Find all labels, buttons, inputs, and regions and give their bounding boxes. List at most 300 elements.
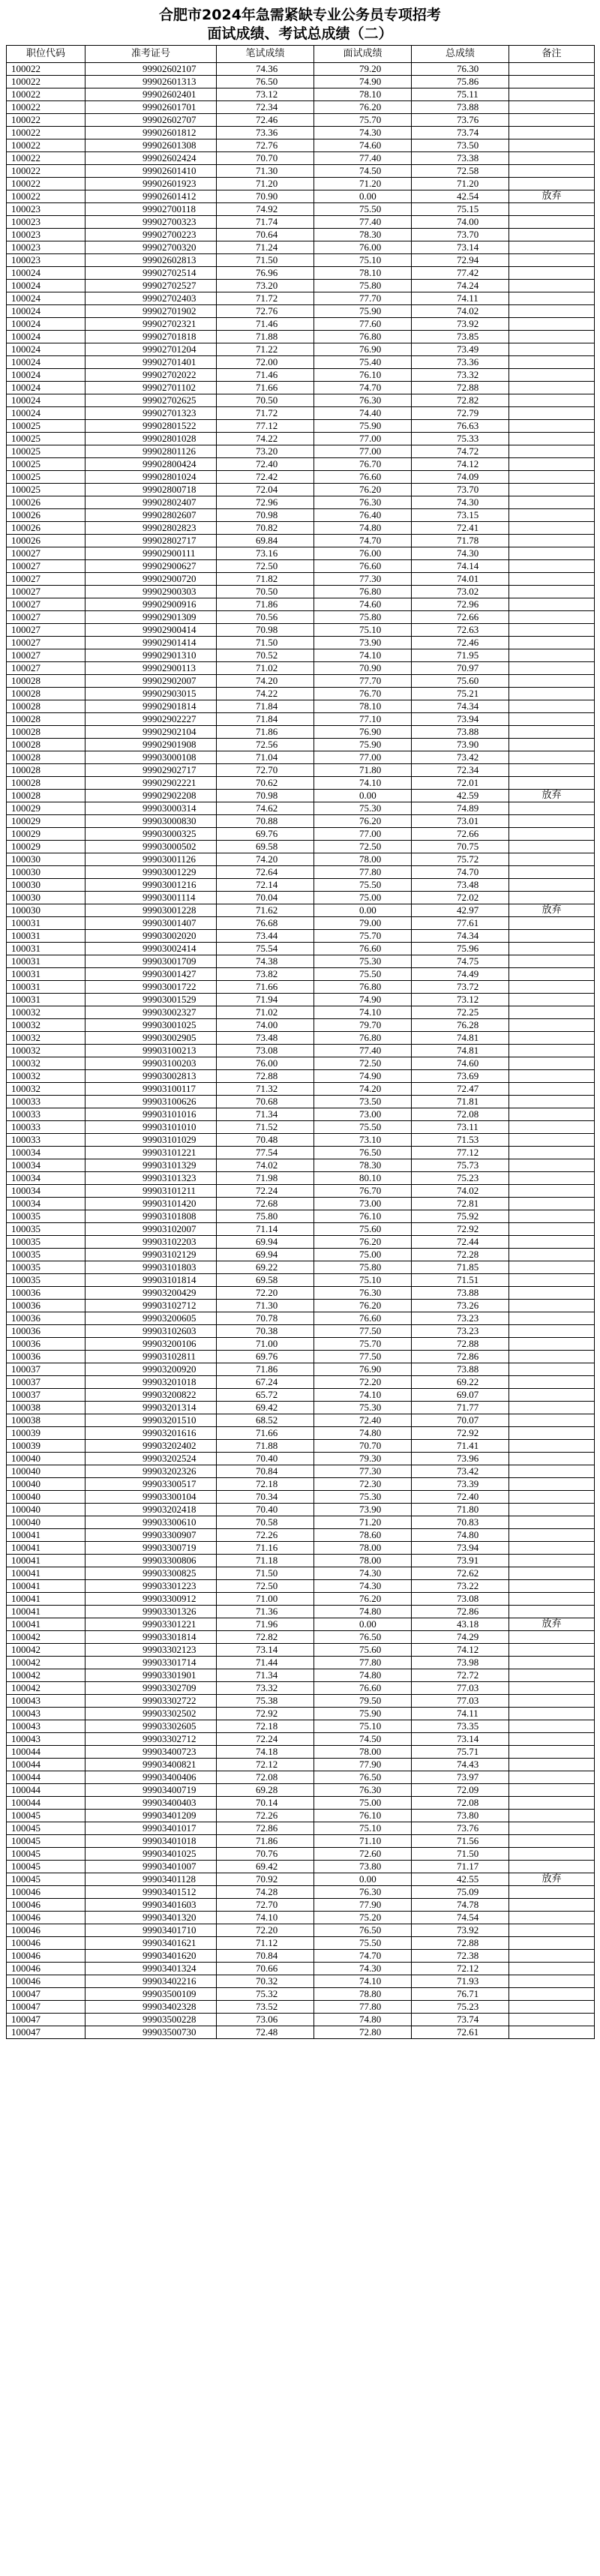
- position-code-cell: 100032: [7, 1045, 86, 1057]
- interview-score-cell: 74.60: [314, 598, 412, 611]
- remarks-cell: [509, 165, 595, 178]
- total-score-cell: 74.00: [412, 216, 509, 229]
- ticket-number-cell: 99903100203: [86, 1057, 217, 1070]
- written-score-cell: 71.86: [217, 726, 314, 739]
- remarks-cell: [509, 1567, 595, 1580]
- ticket-number-cell: 99903401320: [86, 1912, 217, 1924]
- interview-score-cell: 71.20: [314, 1516, 412, 1529]
- written-score-cell: 71.46: [217, 318, 314, 331]
- remarks-cell: [509, 879, 595, 892]
- remarks-cell: [509, 76, 595, 88]
- written-score-cell: 74.92: [217, 203, 314, 216]
- remarks-cell: [509, 292, 595, 305]
- position-code-cell: 100044: [7, 1797, 86, 1810]
- interview-score-cell: 75.40: [314, 356, 412, 369]
- interview-score-cell: 75.00: [314, 1797, 412, 1810]
- total-score-cell: 74.80: [412, 1529, 509, 1542]
- written-score-cell: 69.42: [217, 1861, 314, 1873]
- ticket-number-cell: 99903401710: [86, 1924, 217, 1937]
- position-code-cell: 100046: [7, 1963, 86, 1975]
- remarks-cell: [509, 1198, 595, 1210]
- remarks-cell: [509, 1274, 595, 1287]
- written-score-cell: 77.54: [217, 1147, 314, 1159]
- total-score-cell: 71.20: [412, 178, 509, 190]
- total-score-cell: 75.23: [412, 2001, 509, 2014]
- table-row: [7, 1389, 595, 1402]
- position-code-cell: 100031: [7, 968, 86, 981]
- remarks-cell: [509, 471, 595, 484]
- interview-score-cell: 75.00: [314, 1249, 412, 1261]
- table-row: [7, 445, 595, 458]
- ticket-number-cell: 99902601701: [86, 101, 217, 114]
- ticket-number-cell: 99903500228: [86, 2014, 217, 2026]
- interview-score-cell: 77.50: [314, 1325, 412, 1338]
- remarks-cell: [509, 1631, 595, 1644]
- total-score-cell: 74.02: [412, 1185, 509, 1198]
- table-row: [7, 700, 595, 713]
- ticket-number-cell: 99903202326: [86, 1465, 217, 1478]
- table-row: [7, 1312, 595, 1325]
- total-score-cell: 74.72: [412, 445, 509, 458]
- total-score-cell: 73.48: [412, 879, 509, 892]
- remarks-cell: [509, 445, 595, 458]
- ticket-number-cell: 99903101808: [86, 1210, 217, 1223]
- table-row: [7, 1631, 595, 1644]
- total-score-cell: 42.97: [412, 904, 509, 917]
- interview-score-cell: 75.60: [314, 1644, 412, 1657]
- interview-score-cell: 75.70: [314, 114, 412, 127]
- ticket-number-cell: 99903100117: [86, 1083, 217, 1096]
- written-score-cell: 72.70: [217, 1899, 314, 1912]
- written-score-cell: 70.92: [217, 1873, 314, 1886]
- interview-score-cell: 76.50: [314, 1771, 412, 1784]
- position-code-cell: 100045: [7, 1873, 86, 1886]
- written-score-cell: 73.06: [217, 2014, 314, 2026]
- interview-score-cell: 77.00: [314, 433, 412, 445]
- position-code-cell: 100024: [7, 369, 86, 382]
- position-code-cell: 100027: [7, 586, 86, 598]
- written-score-cell: 70.58: [217, 1516, 314, 1529]
- position-code-cell: 100032: [7, 1070, 86, 1083]
- written-score-cell: 73.14: [217, 1644, 314, 1657]
- interview-score-cell: 72.50: [314, 1057, 412, 1070]
- total-score-cell: 73.15: [412, 509, 509, 522]
- position-code-cell: 100040: [7, 1491, 86, 1504]
- written-score-cell: 70.70: [217, 152, 314, 165]
- total-score-cell: 73.90: [412, 739, 509, 751]
- position-code-cell: 100036: [7, 1338, 86, 1351]
- interview-score-cell: 74.80: [314, 1669, 412, 1682]
- ticket-number-cell: 99903300825: [86, 1567, 217, 1580]
- interview-score-cell: 77.30: [314, 573, 412, 586]
- position-code-cell: 100032: [7, 1032, 86, 1045]
- position-code-cell: 100031: [7, 943, 86, 955]
- position-code-cell: 100030: [7, 892, 86, 904]
- written-score-cell: 69.58: [217, 841, 314, 853]
- remarks-cell: [509, 1491, 595, 1504]
- remarks-cell: [509, 700, 595, 713]
- interview-score-cell: 78.80: [314, 1988, 412, 2001]
- ticket-number-cell: 99903401603: [86, 1899, 217, 1912]
- table-row: [7, 1975, 595, 1988]
- interview-score-cell: 73.10: [314, 1134, 412, 1147]
- interview-score-cell: 77.70: [314, 292, 412, 305]
- total-score-cell: 74.34: [412, 700, 509, 713]
- table-row: [7, 216, 595, 229]
- total-score-cell: 73.74: [412, 127, 509, 139]
- interview-score-cell: 74.80: [314, 1606, 412, 1618]
- remarks-cell: [509, 433, 595, 445]
- total-score-cell: 75.92: [412, 1210, 509, 1223]
- total-score-cell: 73.32: [412, 369, 509, 382]
- table-row: [7, 1720, 595, 1733]
- position-code-cell: 100024: [7, 267, 86, 280]
- total-score-cell: 75.15: [412, 203, 509, 216]
- interview-score-cell: 76.10: [314, 369, 412, 382]
- interview-score-cell: 75.50: [314, 968, 412, 981]
- ticket-number-cell: 99903401324: [86, 1963, 217, 1975]
- interview-score-cell: 72.40: [314, 1414, 412, 1427]
- ticket-number-cell: 99902601923: [86, 178, 217, 190]
- ticket-number-cell: 99903401025: [86, 1848, 217, 1861]
- written-score-cell: 71.72: [217, 292, 314, 305]
- remarks-cell: [509, 343, 595, 356]
- remarks-cell: [509, 254, 595, 267]
- table-row: [7, 841, 595, 853]
- ticket-number-cell: 99903000502: [86, 841, 217, 853]
- remarks-cell: [509, 726, 595, 739]
- remarks-cell: [509, 267, 595, 280]
- ticket-number-cell: 99902702321: [86, 318, 217, 331]
- interview-score-cell: 74.70: [314, 1950, 412, 1963]
- total-score-cell: 73.72: [412, 981, 509, 994]
- remarks-cell: [509, 994, 595, 1006]
- interview-score-cell: 0.00: [314, 1873, 412, 1886]
- remarks-cell: [509, 1746, 595, 1759]
- interview-score-cell: 0.00: [314, 1618, 412, 1631]
- remarks-cell: [509, 1147, 595, 1159]
- table-row: [7, 981, 595, 994]
- table-row: [7, 1657, 595, 1669]
- total-score-cell: 72.41: [412, 522, 509, 535]
- table-row: [7, 522, 595, 535]
- total-score-cell: 69.22: [412, 1376, 509, 1389]
- written-score-cell: 71.50: [217, 254, 314, 267]
- written-score-cell: 74.38: [217, 955, 314, 968]
- interview-score-cell: 75.30: [314, 802, 412, 815]
- table-row: [7, 1338, 595, 1351]
- total-score-cell: 74.34: [412, 930, 509, 943]
- ticket-number-cell: 99903300610: [86, 1516, 217, 1529]
- position-code-cell: 100033: [7, 1121, 86, 1134]
- document-title-line1: 合肥市2024年急需紧缺专业公务员专项招考: [159, 7, 441, 23]
- table-row: [7, 1402, 595, 1414]
- header-remarks: 备注: [509, 46, 595, 63]
- interview-score-cell: 74.30: [314, 1567, 412, 1580]
- ticket-number-cell: 99902601812: [86, 127, 217, 139]
- table-row: [7, 343, 595, 356]
- ticket-number-cell: 99902901309: [86, 611, 217, 624]
- interview-score-cell: 74.70: [314, 382, 412, 394]
- written-score-cell: 72.18: [217, 1478, 314, 1491]
- ticket-number-cell: 99903001529: [86, 994, 217, 1006]
- written-score-cell: 73.32: [217, 1682, 314, 1695]
- position-code-cell: 100023: [7, 216, 86, 229]
- remarks-cell: [509, 1427, 595, 1440]
- written-score-cell: 70.14: [217, 1797, 314, 1810]
- interview-score-cell: 75.70: [314, 930, 412, 943]
- written-score-cell: 71.96: [217, 1618, 314, 1631]
- total-score-cell: 72.02: [412, 892, 509, 904]
- interview-score-cell: 76.10: [314, 1210, 412, 1223]
- written-score-cell: 69.28: [217, 1784, 314, 1797]
- position-code-cell: 100033: [7, 1108, 86, 1121]
- ticket-number-cell: 99903001709: [86, 955, 217, 968]
- position-code-cell: 100042: [7, 1657, 86, 1669]
- total-score-cell: 76.71: [412, 1988, 509, 2001]
- interview-score-cell: 76.30: [314, 1784, 412, 1797]
- written-score-cell: 70.98: [217, 624, 314, 637]
- ticket-number-cell: 99903101420: [86, 1198, 217, 1210]
- position-code-cell: 100022: [7, 76, 86, 88]
- total-score-cell: 73.96: [412, 1453, 509, 1465]
- table-row: [7, 1210, 595, 1223]
- written-score-cell: 70.68: [217, 1096, 314, 1108]
- remarks-cell: [509, 420, 595, 433]
- total-score-cell: 73.38: [412, 152, 509, 165]
- total-score-cell: 74.11: [412, 1708, 509, 1720]
- written-score-cell: 69.94: [217, 1236, 314, 1249]
- remarks-cell: [509, 611, 595, 624]
- interview-score-cell: 75.50: [314, 879, 412, 892]
- written-score-cell: 71.86: [217, 1363, 314, 1376]
- total-score-cell: 42.54: [412, 190, 509, 203]
- interview-score-cell: 80.10: [314, 1172, 412, 1185]
- interview-score-cell: 75.50: [314, 1121, 412, 1134]
- remarks-cell: [509, 1325, 595, 1338]
- total-score-cell: 72.92: [412, 1223, 509, 1236]
- remarks-cell: [509, 369, 595, 382]
- total-score-cell: 73.49: [412, 343, 509, 356]
- written-score-cell: 72.26: [217, 1810, 314, 1822]
- table-row: [7, 1555, 595, 1567]
- remarks-cell: [509, 1720, 595, 1733]
- remarks-cell: [509, 331, 595, 343]
- position-code-cell: 100045: [7, 1861, 86, 1873]
- table-row: [7, 1006, 595, 1019]
- remarks-cell: [509, 637, 595, 649]
- remarks-cell: [509, 1912, 595, 1924]
- table-row: [7, 407, 595, 420]
- total-score-cell: 43.18: [412, 1618, 509, 1631]
- ticket-number-cell: 99902900916: [86, 598, 217, 611]
- total-score-cell: 72.96: [412, 598, 509, 611]
- interview-score-cell: 75.50: [314, 1937, 412, 1950]
- ticket-number-cell: 99903101016: [86, 1108, 217, 1121]
- written-score-cell: 72.14: [217, 879, 314, 892]
- remarks-cell: [509, 1975, 595, 1988]
- position-code-cell: 100035: [7, 1223, 86, 1236]
- written-score-cell: 72.88: [217, 1070, 314, 1083]
- ticket-number-cell: 99902801126: [86, 445, 217, 458]
- ticket-number-cell: 99902902717: [86, 764, 217, 777]
- table-row: [7, 879, 595, 892]
- table-row: [7, 917, 595, 930]
- total-score-cell: 73.76: [412, 114, 509, 127]
- written-score-cell: 70.84: [217, 1950, 314, 1963]
- interview-score-cell: 78.60: [314, 1529, 412, 1542]
- interview-score-cell: 78.00: [314, 1555, 412, 1567]
- position-code-cell: 100036: [7, 1287, 86, 1300]
- interview-score-cell: 74.80: [314, 1427, 412, 1440]
- written-score-cell: 72.92: [217, 1708, 314, 1720]
- total-score-cell: 73.12: [412, 994, 509, 1006]
- table-row: [7, 1797, 595, 1810]
- written-score-cell: 71.30: [217, 1300, 314, 1312]
- ticket-number-cell: 99903302709: [86, 1682, 217, 1695]
- ticket-number-cell: 99903102712: [86, 1300, 217, 1312]
- written-score-cell: 70.98: [217, 509, 314, 522]
- total-score-cell: 75.11: [412, 88, 509, 101]
- written-score-cell: 71.30: [217, 165, 314, 178]
- ticket-number-cell: 99903401017: [86, 1822, 217, 1835]
- total-score-cell: 72.94: [412, 254, 509, 267]
- interview-score-cell: 77.90: [314, 1899, 412, 1912]
- position-code-cell: 100034: [7, 1198, 86, 1210]
- total-score-cell: 73.35: [412, 1720, 509, 1733]
- ticket-number-cell: 99902602424: [86, 152, 217, 165]
- written-score-cell: 71.88: [217, 331, 314, 343]
- total-score-cell: 73.50: [412, 139, 509, 152]
- remarks-cell: [509, 1006, 595, 1019]
- ticket-number-cell: 99903301223: [86, 1580, 217, 1593]
- ticket-number-cell: 99902700118: [86, 203, 217, 216]
- remarks-cell: [509, 1300, 595, 1312]
- position-code-cell: 100031: [7, 994, 86, 1006]
- remarks-cell: 放弃: [509, 1618, 595, 1631]
- written-score-cell: 72.34: [217, 101, 314, 114]
- position-code-cell: 100035: [7, 1274, 86, 1287]
- position-code-cell: 100040: [7, 1516, 86, 1529]
- position-code-cell: 100022: [7, 165, 86, 178]
- remarks-cell: [509, 1121, 595, 1134]
- table-row: [7, 1414, 595, 1427]
- remarks-cell: [509, 2026, 595, 2039]
- written-score-cell: 72.48: [217, 2026, 314, 2039]
- interview-score-cell: 78.00: [314, 1746, 412, 1759]
- total-score-cell: 72.62: [412, 1567, 509, 1580]
- position-code-cell: 100032: [7, 1019, 86, 1032]
- table-row: [7, 1759, 595, 1771]
- interview-score-cell: 76.30: [314, 1886, 412, 1899]
- position-code-cell: 100044: [7, 1746, 86, 1759]
- written-score-cell: 72.76: [217, 139, 314, 152]
- table-row: [7, 280, 595, 292]
- interview-score-cell: 77.80: [314, 1657, 412, 1669]
- written-score-cell: 74.36: [217, 63, 314, 76]
- interview-score-cell: 75.80: [314, 1261, 412, 1274]
- header-ticket-number: 准考证号: [86, 46, 217, 63]
- ticket-number-cell: 99902701902: [86, 305, 217, 318]
- remarks-cell: [509, 216, 595, 229]
- ticket-number-cell: 99903302502: [86, 1708, 217, 1720]
- ticket-number-cell: 99903001216: [86, 879, 217, 892]
- written-score-cell: 76.68: [217, 917, 314, 930]
- interview-score-cell: 76.20: [314, 1236, 412, 1249]
- remarks-cell: [509, 1287, 595, 1300]
- table-row: [7, 1236, 595, 1249]
- remarks-cell: [509, 828, 595, 841]
- position-code-cell: 100040: [7, 1478, 86, 1491]
- table-row: [7, 892, 595, 904]
- written-score-cell: 69.76: [217, 1351, 314, 1363]
- written-score-cell: 71.12: [217, 1937, 314, 1950]
- total-score-cell: 74.12: [412, 1644, 509, 1657]
- written-score-cell: 71.84: [217, 713, 314, 726]
- table-row: [7, 1695, 595, 1708]
- table-row: [7, 1822, 595, 1835]
- position-code-cell: 100041: [7, 1567, 86, 1580]
- interview-score-cell: 77.90: [314, 1759, 412, 1771]
- table-row: [7, 1300, 595, 1312]
- position-code-cell: 100022: [7, 127, 86, 139]
- remarks-cell: [509, 598, 595, 611]
- remarks-cell: [509, 63, 595, 76]
- remarks-cell: [509, 1185, 595, 1198]
- table-row: [7, 1899, 595, 1912]
- remarks-cell: [509, 1797, 595, 1810]
- remarks-cell: [509, 624, 595, 637]
- table-row: [7, 586, 595, 598]
- interview-score-cell: 77.40: [314, 1045, 412, 1057]
- table-row: [7, 1096, 595, 1108]
- position-code-cell: 100024: [7, 356, 86, 369]
- written-score-cell: 73.08: [217, 1045, 314, 1057]
- remarks-cell: [509, 1606, 595, 1618]
- total-score-cell: 74.02: [412, 305, 509, 318]
- total-score-cell: 72.88: [412, 382, 509, 394]
- remarks-cell: [509, 1236, 595, 1249]
- position-code-cell: 100046: [7, 1975, 86, 1988]
- table-row: [7, 1988, 595, 2001]
- table-row: [7, 1950, 595, 1963]
- remarks-cell: [509, 751, 595, 764]
- written-score-cell: 73.48: [217, 1032, 314, 1045]
- ticket-number-cell: 99902701204: [86, 343, 217, 356]
- ticket-number-cell: 99903401621: [86, 1937, 217, 1950]
- table-row: [7, 1325, 595, 1338]
- table-row: [7, 930, 595, 943]
- ticket-number-cell: 99902802717: [86, 535, 217, 547]
- interview-score-cell: 74.40: [314, 407, 412, 420]
- ticket-number-cell: 99902802407: [86, 496, 217, 509]
- total-score-cell: 73.42: [412, 751, 509, 764]
- table-row: [7, 1682, 595, 1695]
- ticket-number-cell: 99903101814: [86, 1274, 217, 1287]
- interview-score-cell: 70.90: [314, 662, 412, 675]
- position-code-cell: 100027: [7, 624, 86, 637]
- written-score-cell: 74.20: [217, 853, 314, 866]
- ticket-number-cell: 99903000314: [86, 802, 217, 815]
- ticket-number-cell: 99903301326: [86, 1606, 217, 1618]
- written-score-cell: 70.56: [217, 611, 314, 624]
- interview-score-cell: 74.30: [314, 1580, 412, 1593]
- ticket-number-cell: 99902900111: [86, 547, 217, 560]
- position-code-cell: 100027: [7, 611, 86, 624]
- ticket-number-cell: 99903300912: [86, 1593, 217, 1606]
- total-score-cell: 73.80: [412, 1810, 509, 1822]
- written-score-cell: 70.50: [217, 394, 314, 407]
